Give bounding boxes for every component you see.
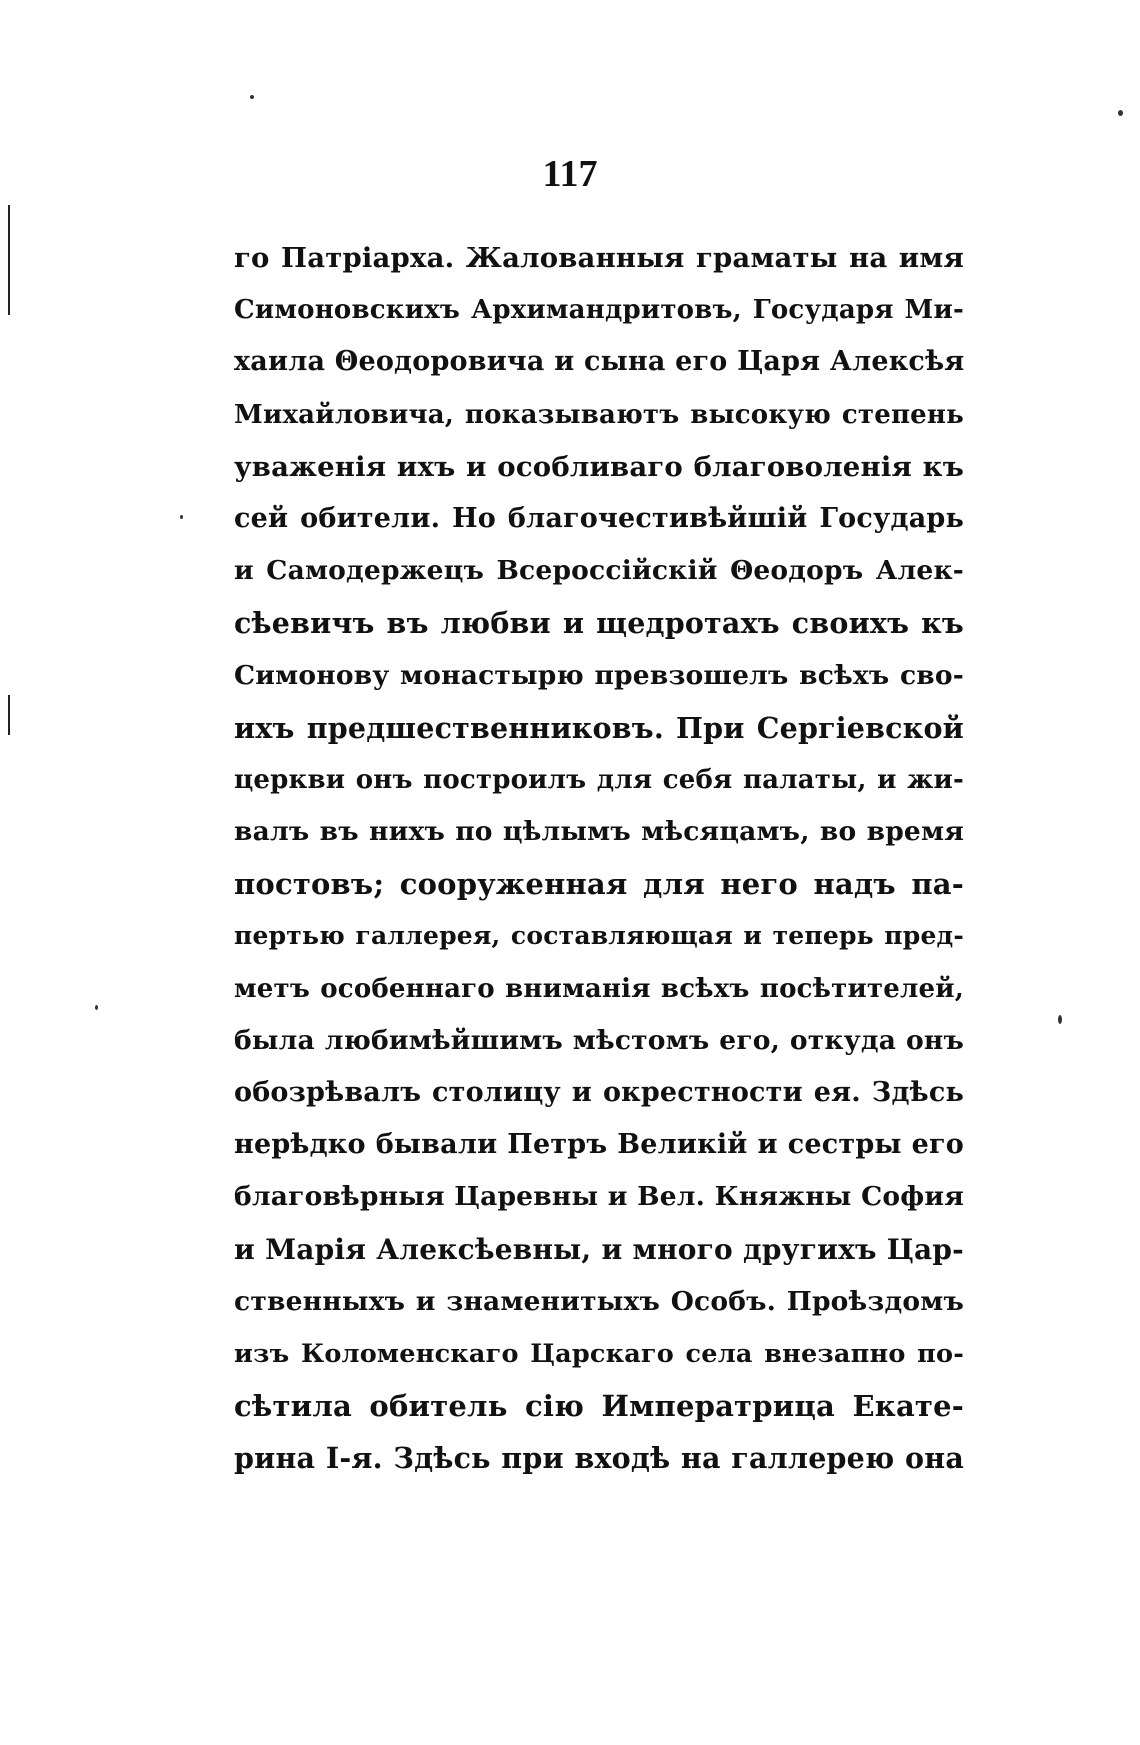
text-line: и Самодержецъ Всероссійскій Θеодоръ Алек- [234,555,964,587]
page-edge-mark [8,695,10,735]
text-line: го Патріарха. Жалованныя граматы на имя [234,242,964,274]
text-line: сѣтила обитель сію Императрица Екате- [234,1389,964,1424]
body-text [234,232,964,1485]
text-line: метъ особеннаго вниманія всѣхъ посѣтителей, [234,973,964,1004]
text-line: Симоновскихъ Архимандритовъ, Государя Ми- [234,295,964,326]
speck [250,95,254,99]
text-line: была любимѣйшимъ мѣстомъ его, откуда онъ [234,1024,964,1056]
speck [180,515,183,519]
text-line: пертью галлерея, составляющая и теперь пред- [234,921,964,951]
text-line: сей обители. Но благочестивѣйшій Государь [234,502,964,534]
text-line: валъ въ нихъ по цѣлымъ мѣсяцамъ, во время [234,816,964,848]
speck [1118,110,1123,116]
text-line: нерѣдко бывали Петръ Великій и сестры его [234,1129,964,1161]
text-line: постовъ; сооруженная для него надъ па- [234,867,964,902]
text-line: сѣевичъ въ любви и щедротахъ своихъ къ [234,606,964,641]
text-line: рина І-я. Здѣсь при входѣ на галлерею она [234,1441,964,1476]
text-line: уваженія ихъ и особливаго благоволенія къ [234,450,964,483]
text-line: ихъ предшественниковъ. При Сергіевской [234,710,964,745]
page-edge-mark [8,205,10,315]
text-line: Михайловича, показываютъ высокую степень [234,399,964,430]
text-line: Симонову монастырю превзошелъ всѣхъ сво- [234,659,964,691]
page-number: 117 [542,153,598,195]
text-line: обозрѣвалъ столицу и окрестности ея. Здѣсь [234,1077,964,1108]
text-line: и Марія Алексѣевны, и много другихъ Цар- [234,1232,964,1266]
text-line: хаила Θеодоровича и сына его Царя Алексѣя [234,346,965,378]
speck [1058,1015,1062,1024]
text-line: церкви онъ построилъ для себя палаты, и жи- [234,764,964,795]
text-line: изъ Коломенскаго Царскаго села внезапно по- [234,1338,964,1369]
text-line: благовѣрныя Царевны и Вел. Княжны София [234,1181,964,1213]
text-line: ственныхъ и знаменитыхъ Особъ. Проѣздомъ [234,1285,964,1317]
speck [95,1005,98,1010]
